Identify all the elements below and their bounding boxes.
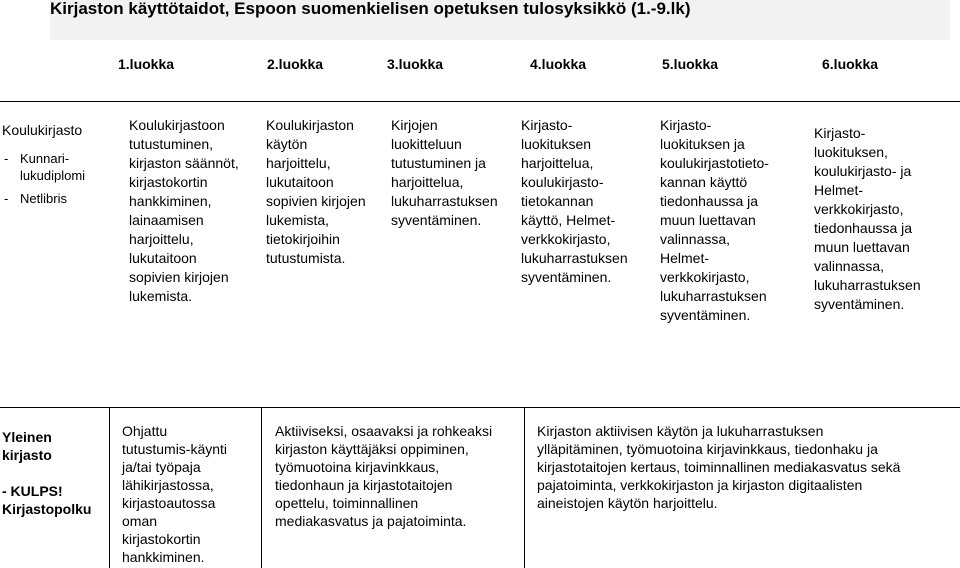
cell-grade5: Kirjasto- luokituksen ja koulukirjastotieto- kannan käyttö tiedonhaussa ja muun luettavan valinnassa, Helmet- verkkokirjasto, lukuharrastuksen syventäminen. (660, 117, 769, 323)
row-label: Koulukirjasto (2, 122, 83, 138)
col-divider-3 (524, 408, 525, 568)
cell-grade2: Koulukirjaston käytön harjoittelu, lukutaitoon sopivien kirjojen lukemista, tietokirjoihin tutustumista. (266, 117, 366, 266)
grade-header-3: 3.luokka (387, 56, 444, 72)
col-divider-1 (109, 408, 110, 568)
cell-grade3: Kirjojen luokitteluun tutustuminen ja harjoittelua, lukuharrastuksen syventäminen. (391, 117, 498, 228)
cell-grades2-3-yleinen: Aktiiviseksi, osaavaksi ja rohkeaksi kirjaston käyttäjäksi oppiminen, työmuotoina kirjavinkkaus, tiedonhaun ja kirjastotaitojen opettelu, toiminnallinen mediakasvatus ja pajatoiminta. (275, 423, 493, 529)
row-yleinen-label: Yleinen kirjasto - KULPS! Kirjastopolku (2, 429, 92, 517)
page-title-bar (50, 0, 950, 40)
grade-header-2: 2.luokka (267, 56, 324, 72)
cell-grade1-yleinen: Ohjattu tutustumis-käynti ja/tai työpaja lähikirjastossa, kirjastoautossa oman kirjastokortin hankkiminen. (122, 423, 228, 565)
grade-header-5: 5.luokka (662, 56, 719, 72)
grade-header-6: 6.luokka (822, 56, 879, 72)
cell-grades4-6-yleinen: Kirjaston aktiivisen käytön ja lukuharrastuksen ylläpitäminen, työmuotoina kirjavinkkaus, tiedonhaku ja kirjastotaitojen kertaus, toiminnallinen mediakasvatus sekä pajatoiminta, verkkokirjaston ja kirjaston digitaalisten aineistojen käytön harjoittelu. (537, 423, 901, 511)
row-divider-middle (0, 407, 960, 408)
cell-grade4: Kirjasto- luokituksen harjoittelua, koulukirjasto- tietokannan käyttö, Helmet- verkkokirjasto, lukuharrastuksen syventäminen. (521, 117, 628, 285)
row-divider-top (0, 101, 960, 102)
cell-grade6: Kirjasto- luokituksen, koulukirjasto- ja Helmet- verkkokirjasto, tiedonhaussa ja muun luettavan valinnassa, lukuharrastuksen syventäminen. (814, 125, 921, 312)
cell-grade1: Koulukirjastoon tutustuminen, kirjaston säännöt, kirjastokortin hankkiminen, lainaamisen harjoittelu, lukutaitoon sopivien kirjojen lukemista. (129, 117, 239, 304)
row-koulukirjasto-label (2, 121, 114, 213)
grade-header-4: 4.luokka (530, 56, 587, 72)
grade-header-1: 1.luokka (118, 56, 175, 72)
col-divider-2 (261, 408, 262, 568)
page-title: Kirjaston käyttötaidot, Espoon suomenkielisen opetuksen tulosyksikkö (1.-9.lk) (50, 0, 691, 18)
side-list (2, 150, 114, 207)
side-item-netlibris: - Netlibris (2, 190, 114, 207)
side-item-kunnari: - Kunnari- lukudiplomi (2, 150, 114, 184)
